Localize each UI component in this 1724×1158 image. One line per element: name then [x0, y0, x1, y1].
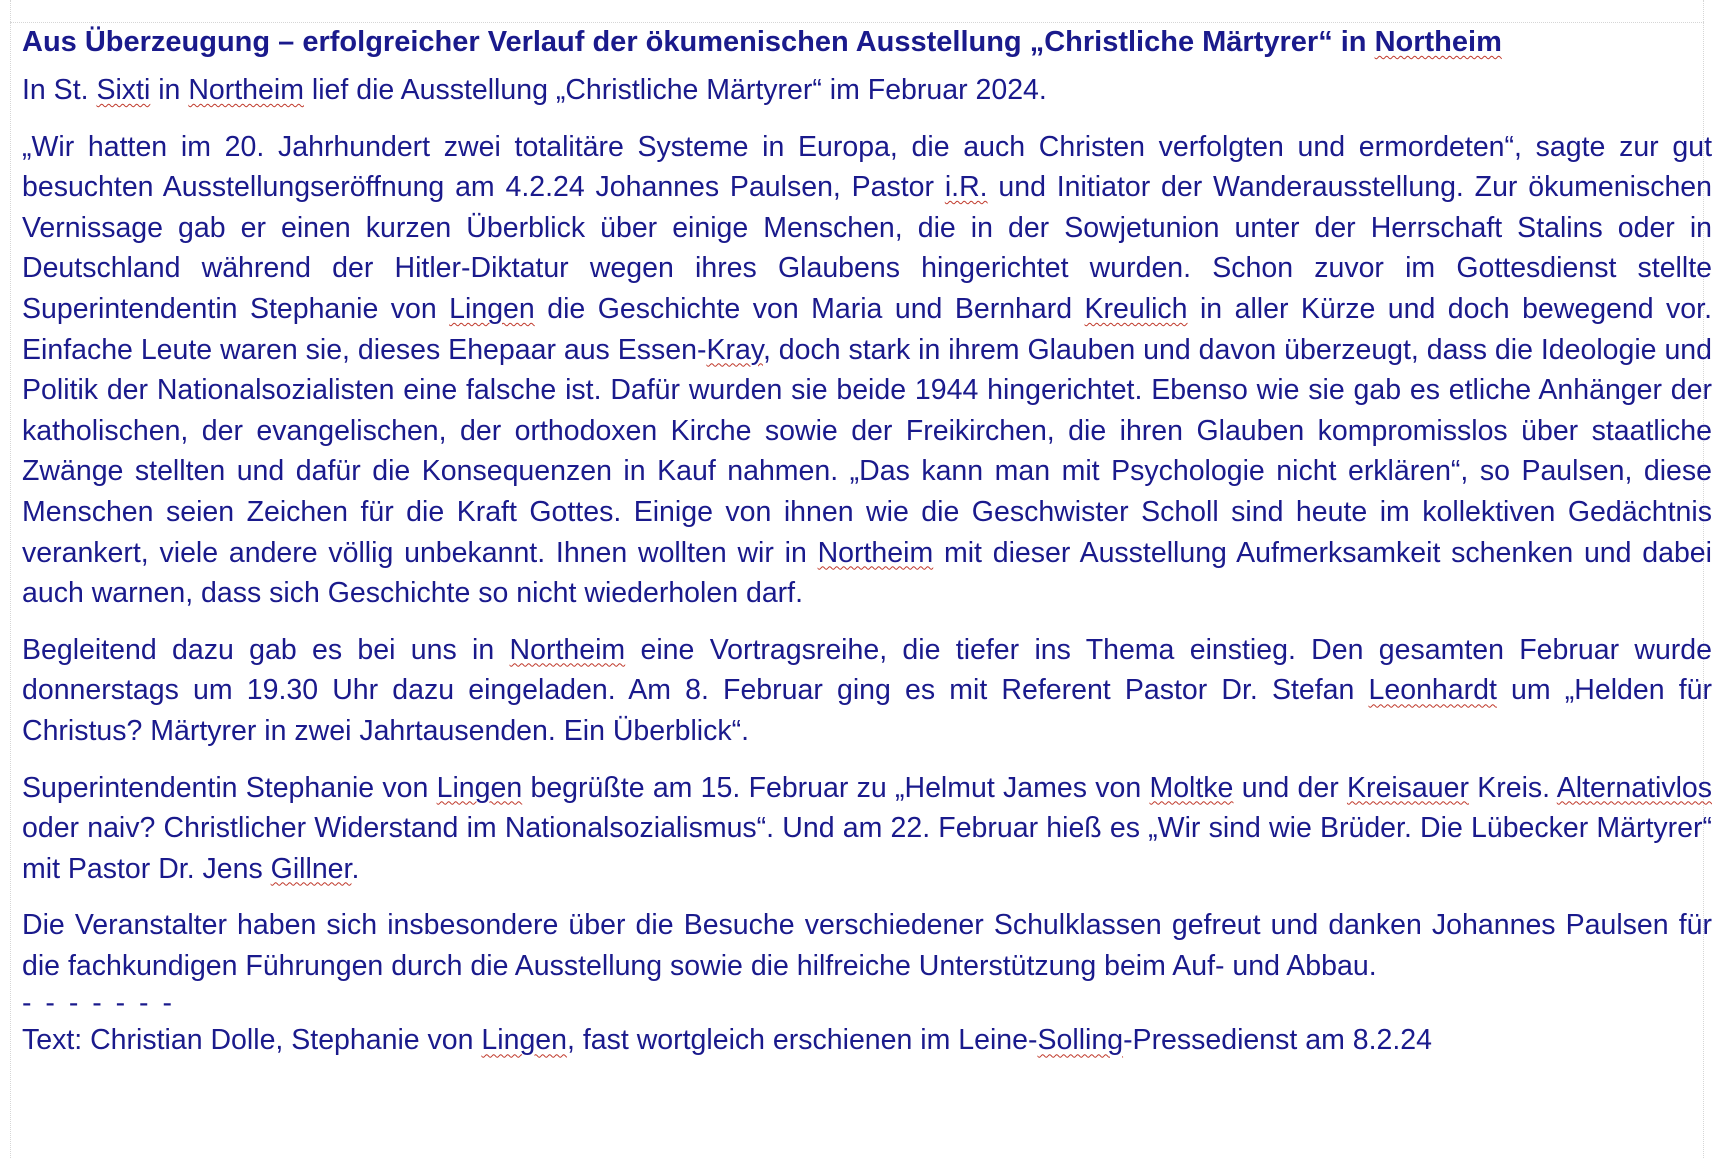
spellcheck-flagged-word[interactable]: Gillner: [270, 852, 352, 885]
spellcheck-flagged-word[interactable]: i.R.: [944, 171, 988, 204]
spellcheck-flagged-word[interactable]: Leonhardt: [1368, 674, 1497, 707]
spellcheck-flagged-word[interactable]: Solling: [1037, 1024, 1124, 1057]
paragraph-thanks: Die Veranstalter haben sich insbesondere über die Besuche verschiedener Schulklassen gefreut und danken Johannes Paulsen für die fachkundigen Führungen durch die Ausstellung sowie die hilfreiche Unterstützung beim Auf- und Abbau.: [22, 909, 1712, 982]
paragraph-opening-speech: „Wir hatten im 20. Jahrhundert zwei totalitäre Systeme in Europa, die auch Christen verfolgten und ermordeten“, sagte zur gut besuchten Ausstellungseröffnung am 4.2.24 Johannes Paulsen, Pastor i.R. und Initiator der Wanderausstellung. Zur ökumenischen Vernissage gab er einen kurzen Überblick über einige Menschen, die in der Sowjetunion unter der Herrschaft Stalins oder in Deutschland während der Hitler-Diktatur wegen ihres Glaubens hingerichtet wurden. Schon zuvor im Gottesdienst stellte Superintendentin Stephanie von Lingen die Geschichte von Maria und Bernhard Kreulich in aller Kürze und doch bewegend vor. Einfache Leute waren sie, dieses Ehepaar aus Essen-Kray, doch stark in ihrem Glauben und davon überzeugt, dass die Ideologie und Politik der Nationalsozialisten eine falsche ist. Dafür wurden sie beide 1944 hingerichtet. Ebenso wie sie gab es etliche Anhänger der katholischen, der evangelischen, der orthodoxen Kirche sowie der Freikirchen, die ihren Glauben kompromisslos über staatliche Zwänge stellten und dafür die Konsequenzen in Kauf nahmen. „Das kann man mit Psychologie nicht erklären“, so Paulsen, diese Menschen seien Zeichen für die Kraft Gottes. Einige von ihnen wie die Geschwister Scholl sind heute im kollektiven Gedächtnis verankert, viele andere völlig unbekannt. Ihnen wollten wir in Northeim mit dieser Ausstellung Aufmerksamkeit schenken und dabei auch warnen, dass sich Geschichte so nicht wiederholen darf.: [22, 130, 1713, 610]
document-body[interactable]: [22, 22, 1712, 1061]
paragraph-lecture-series: Begleitend dazu gab es bei uns in Northeim eine Vortragsreihe, die tiefer ins Thema einstieg. Den gesamten Februar wurde donnerstags um 19.30 Uhr dazu eingeladen. Am 8. Februar ging es mit Referent Pastor Dr. Stefan Leonhardt um „Helden für Christus? Märtyrer in zwei Jahrtausenden. Ein Überblick“.: [22, 633, 1712, 747]
spellcheck-flagged-word[interactable]: Alternativlos: [1556, 771, 1713, 804]
spellcheck-flagged-word[interactable]: Kreisauer: [1346, 771, 1469, 804]
spellcheck-flagged-word[interactable]: Northeim: [188, 74, 304, 106]
spellcheck-flagged-word[interactable]: Northeim: [1374, 26, 1502, 58]
separator-line: - - - - - - -: [22, 987, 175, 1020]
intro-paragraph: In St. Sixti in Northeim lief die Ausstellung „Christliche Märtyrer“ im Februar 2024.: [22, 74, 1047, 106]
spellcheck-flagged-word[interactable]: Lingen: [481, 1024, 568, 1057]
spellcheck-flagged-word[interactable]: Kreulich: [1084, 292, 1188, 325]
spellcheck-flagged-word[interactable]: Northeim: [509, 633, 626, 666]
spellcheck-flagged-word[interactable]: Sixti: [96, 74, 151, 106]
spellcheck-flagged-word[interactable]: Lingen: [449, 292, 535, 325]
spellcheck-flagged-word[interactable]: Moltke: [1149, 771, 1234, 804]
paragraph-further-lectures: Superintendentin Stephanie von Lingen begrüßte am 15. Februar zu „Helmut James von Moltke und der Kreisauer Kreis. Alternativlos oder naiv? Christlicher Widerstand im Nationalsozialismus“. Und am 22. Februar hieß es „Wir sind wie Brüder. Die Lübecker Märtyrer“ mit Pastor Dr. Jens Gillner.: [22, 771, 1713, 885]
spellcheck-flagged-word[interactable]: Kray: [706, 333, 763, 366]
author-credit: Text: Christian Dolle, Stephanie von Lingen, fast wortgleich erschienen im Leine-Solling-Pressedienst am 8.2.24: [22, 1024, 1432, 1057]
spellcheck-flagged-word[interactable]: Lingen: [436, 771, 523, 804]
spellcheck-flagged-word[interactable]: Northeim: [817, 536, 934, 569]
document-title: Aus Überzeugung – erfolgreicher Verlauf der ökumenischen Ausstellung „Christliche Märtyrer“ in Northeim: [22, 26, 1502, 58]
